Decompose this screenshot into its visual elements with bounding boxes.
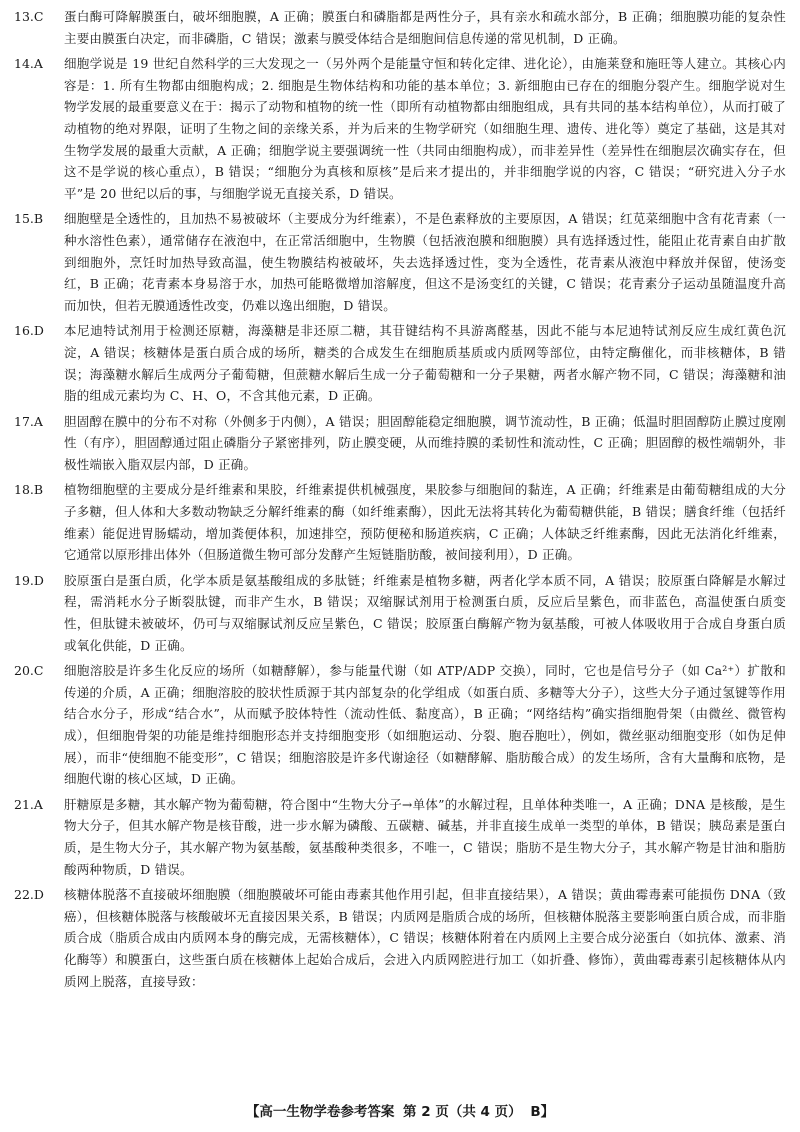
answer-number: 13.C (14, 9, 44, 24)
answer-item (14, 6, 786, 49)
answer-explanation: 核糖体脱落不直接破坏细胞膜（细胞膜破坏可能由毒素其他作用引起，但非直接结果），A 错误；黄曲霉毒素可能损伤 DNA（致癌），但核糖体脱落与核酸破坏无直接因果关系，B 错误；内质网是脂质合成的场所，但核糖体脱落主要影响蛋白质合成，而非脂质合成（脂质合成由内质网本身的酶完成，无需核糖体），C 错误；核糖体附着在内质网上主要合成分泌蛋白（如抗体、激素、消化酶等）和膜蛋白，这些蛋白质在核糖体上起始合成后，会进入内质网腔进行加工（如折叠、修饰），黄曲霉毒素引起核糖体从内质网上脱落，直接导致： (64, 887, 786, 989)
answer-number: 17.A (14, 413, 43, 429)
answer-number: 21.A (14, 796, 43, 812)
answer-number: 18.B (14, 482, 44, 498)
answer-item (14, 53, 786, 204)
answer-number: 20.C (14, 663, 44, 679)
answer-explanation: 细胞学说是 19 世纪自然科学的三大发现之一（另外两个是能量守恒和转化定律、进化论），由施莱登和施旺等人建立。其核心内容是：1. 所有生物都由细胞构成；2. 细胞是生物体结构和功能的基本单位；3. 新细胞由已存在的细胞分裂产生。细胞学说对生物学发展的最重要意义在于：揭示了动物和植物的统一性（即所有动植物都由细胞组成，具有共同的基本结构单位），从而打破了动植物的绝对界限，证明了生物之间的亲缘关系，并为后来的生物学研究（如细胞生理、遗传、进化等）奠定了基础，这是其对生物学发展的最重大贡献，A 正确；细胞学说主要强调统一性（共同由细胞构成），而非差异性（差异性在细胞层次确实存在，但这不是学说的核心重点），B 错误；“细胞分为真核和原核”是后来才提出的，并非细胞学说的内容，C 错误；“研究进入分子水平”是 20 世纪以后的事，与细胞学说无直接关系，D 错误。 (64, 56, 786, 201)
answer-item (14, 320, 786, 406)
answer-number: 16.D (14, 323, 44, 339)
answer-item (14, 884, 786, 992)
answer-explanation: 胆固醇在膜中的分布不对称（外侧多于内侧），A 错误；胆固醇能稳定细胞膜，调节流动性，B 正确；低温时胆固醇防止膜过度刚性（有序），胆固醇通过阻止磷脂分子紧密排列，防止膜变硬，从而维持膜的柔韧性和流动性，C 正确；胆固醇的极性端朝外，非极性端嵌入脂双层内部，D 正确。 (64, 413, 786, 472)
answer-explanation: 细胞溶胶是许多生化反应的场所（如糖酵解），参与能量代谢（如 ATP/ADP 交换），同时，它也是信号分子（如 Ca²⁺）扩散和传递的介质，A 正确；细胞溶胶的胶状性质源于其内部复杂的化学组成（如蛋白质、多糖等大分子），这些大分子通过氢键等作用结合水分子，形成“结合水”，从而赋予胶体特性（流动性低、黏度高），B 正确；“网络结构”确实指细胞骨架（由微丝、微管构成），但细胞骨架的功能是维持细胞形态并支持细胞变形（如细胞运动、分裂、胞吞胞吐），例如，微丝驱动细胞变形（如伪足伸展），而非“使细胞不能变形”，C 错误；细胞溶胶是许多代谢途径（如糖酵解、脂肪酸合成）的发生场所，含有大量酶和底物，是细胞代谢的核心区域，D 正确。 (64, 663, 786, 787)
footer-title: 【高一生物学卷参考答案 (245, 1104, 395, 1120)
answer-explanation: 蛋白酶可降解膜蛋白，破坏细胞膜，A 正确；膜蛋白和磷脂都是两性分子，具有亲水和疏水部分，B 正确；细胞膜功能的复杂性主要由膜蛋白决定，而非磷脂，C 错误；激素与膜受体结合是细胞间信息传递的常见机制，D 正确。 (64, 9, 786, 46)
answer-item (14, 660, 786, 790)
answer-number: 19.D (14, 572, 44, 588)
footer-version: B】 (530, 1104, 555, 1120)
answer-number: 15.B (14, 211, 44, 227)
answer-number: 22.D (14, 887, 44, 903)
answer-explanation: 本尼迪特试剂用于检测还原糖，海藻糖是非还原二糖，其苷键结构不具游离醛基，因此不能与本尼迪特试剂反应生成红黄色沉淀，A 错误；核糖体是蛋白质合成的场所，糖类的合成发生在细胞质基质或内质网等部位，由特定酶催化，而非核糖体，B 错误；海藻糖水解后生成两分子葡萄糖，但蔗糖水解后生成一分子葡萄糖和一分子果糖，两者水解产物不同，C 错误；海藻糖和油脂的组成元素均为 C、H、O，不含其他元素，D 正确。 (64, 323, 786, 404)
answer-list (14, 6, 786, 996)
answer-item (14, 411, 786, 476)
answer-item (14, 479, 786, 565)
answer-explanation: 细胞壁是全透性的，且加热不易被破坏（主要成分为纤维素），不是色素释放的主要原因，A 错误；红苋菜细胞中含有花青素（一种水溶性色素），通常储存在液泡中，在正常活细胞中，生物膜（包括液泡膜和细胞膜）具有选择透过性，能阻止花青素自由扩散到细胞外，烹饪时加热导致高温，使生物膜结构被破坏，失去选择透过性，变为全透性，花青素从液泡中释放并保留，使汤变红，B 正确；花青素本身易溶于水，加热可能略微增加溶解度，但这不是汤变红的关键，C 错误；花青素分子运动虽随温度升高而加快，但若无膜通透性改变，仍难以逸出细胞，D 错误。 (64, 211, 786, 313)
answer-number: 14.A (14, 56, 43, 72)
footer-page-number: 第 2 页（共 4 页） (403, 1104, 522, 1120)
answer-item (14, 794, 786, 880)
answer-explanation: 胶原蛋白是蛋白质，化学本质是氨基酸组成的多肽链；纤维素是植物多糖，两者化学本质不同，A 错误；胶原蛋白降解是水解过程，需消耗水分子断裂肽键，而非产生水，B 错误；双缩脲试剂用于检测蛋白质，反应后呈紫色，而非蓝色，高温使蛋白质变性，但肽键未被破坏，仍可与双缩脲试剂反应呈紫色，C 错误；胶原蛋白酶解产物为氨基酸，可被人体吸收用于合成自身蛋白质或氧化供能，D 正确。 (64, 572, 786, 653)
page-footer (0, 1100, 800, 1120)
answer-explanation: 肝糖原是多糖，其水解产物为葡萄糖，符合图中“生物大分子→单体”的水解过程，且单体种类唯一，A 正确；DNA 是核酸，是生物大分子，但其水解产物是核苷酸，进一步水解为磷酸、五碳糖、碱基，并非直接生成单一类型的单体，B 错误；胰岛素是蛋白质，是生物大分子，其水解产物为氨基酸，氨基酸种类很多，不唯一，C 错误；脂肪不是生物大分子，其水解产物是甘油和脂肪酸两种物质，D 错误。 (64, 796, 786, 877)
answer-item (14, 570, 786, 656)
answer-item (14, 208, 786, 316)
answer-explanation: 植物细胞壁的主要成分是纤维素和果胶，纤维素提供机械强度，果胶参与细胞间的黏连，A 正确；纤维素是由葡萄糖组成的大分子多糖，但人体和大多数动物缺乏分解纤维素的酶（如纤维素酶），因此无法将其转化为葡萄糖供能，B 错误；膳食纤维（包括纤维素）能促进胃肠蠕动，增加粪便体积，加速排空，预防便秘和肠道疾病，C 正确；人体缺乏纤维素酶，因此无法消化纤维素，它通常以原形排出体外（但肠道微生物可部分发酵产生短链脂肪酸，被间接利用），D 正确。 (64, 482, 786, 563)
